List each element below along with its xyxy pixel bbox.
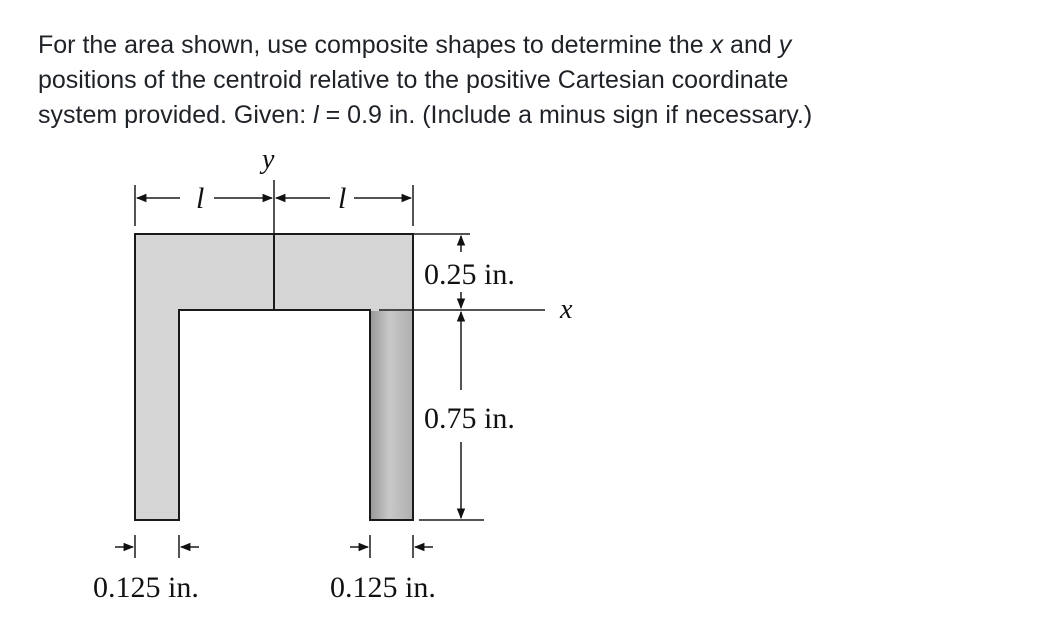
- right-leg-shading: [371, 311, 412, 519]
- l-variable: l: [313, 101, 319, 129]
- right-l-label: l: [338, 182, 347, 215]
- left-l-label: l: [196, 182, 205, 215]
- problem-line-3-pre: system provided. Given:: [38, 101, 314, 129]
- x-variable: x: [710, 31, 724, 59]
- y-variable: y: [778, 31, 792, 59]
- problem-line-1-mid: and: [723, 31, 779, 59]
- right-leg-width-label: 0.125 in.: [330, 571, 436, 604]
- problem-line-2: positions of the centroid relative to the positive Cartesian coordinate: [38, 66, 789, 94]
- problem-line-3-post: = 0.9 in. (Include a minus sign if necessary.): [318, 101, 813, 129]
- x-axis-label: x: [560, 294, 573, 325]
- top-thickness-label: 0.25 in.: [424, 258, 515, 291]
- problem-line-1-pre: For the area shown, use composite shapes to determine the: [38, 31, 711, 59]
- left-leg-width-label: 0.125 in.: [93, 571, 199, 604]
- leg-height-label: 0.75 in.: [424, 402, 515, 435]
- y-axis-label: y: [262, 144, 275, 175]
